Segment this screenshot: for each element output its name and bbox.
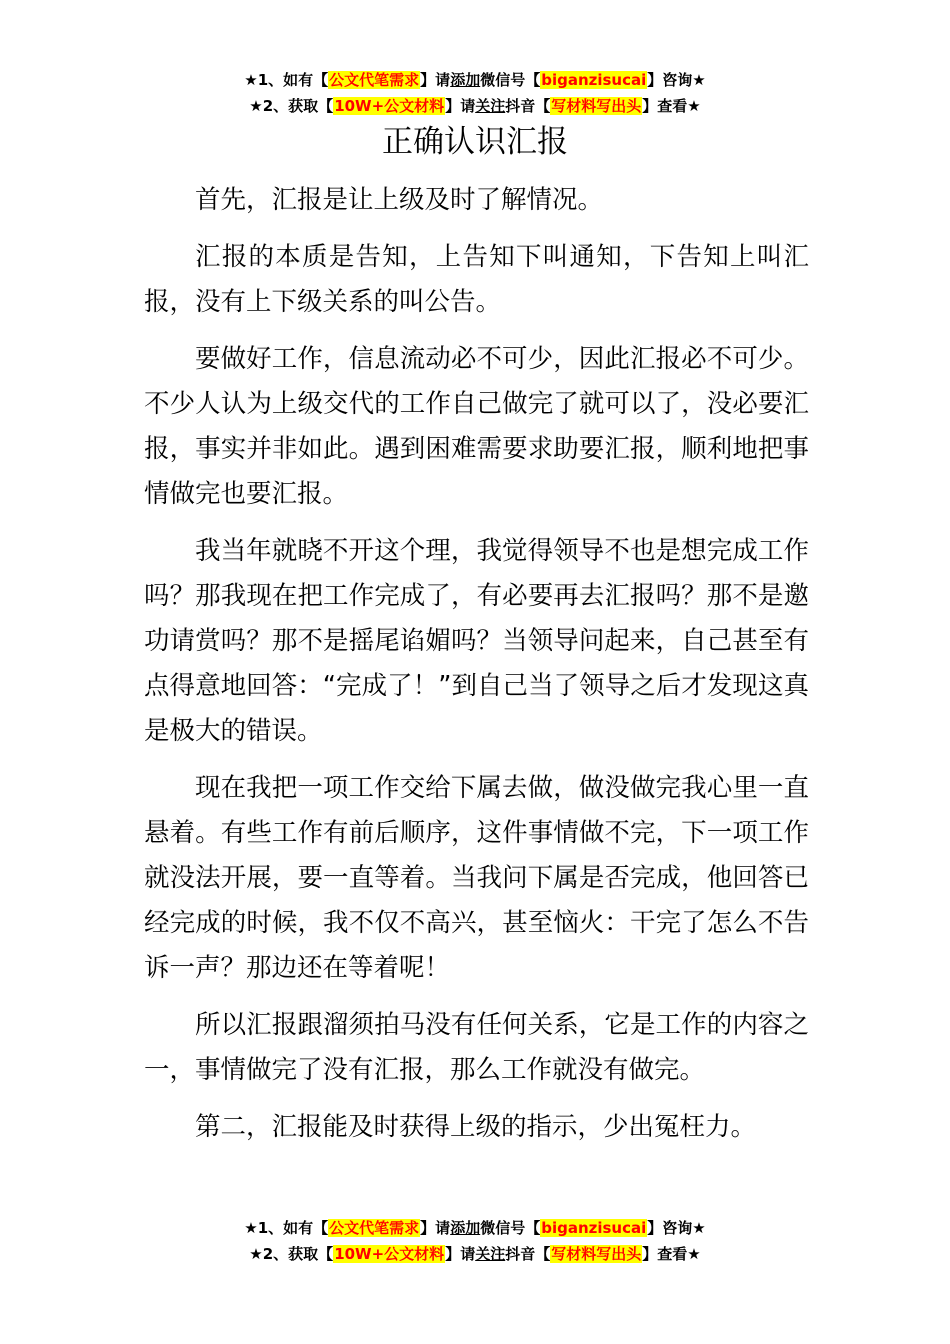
highlight-douyin-account: 写材料写出头 <box>551 1245 642 1263</box>
paragraph: 第二，汇报能及时获得上级的指示，少出冤枉力。 <box>195 1112 757 1142</box>
highlight-materials: 10W+公文材料 <box>334 1245 445 1263</box>
emphasis-follow: 关注 <box>475 1245 506 1263</box>
banner-line-1: ★1、如有【公文代笔需求】请添加微信号【biganzisucai】咨询★ <box>244 71 706 89</box>
paragraph: 首先，汇报是让上级及时了解情况。 <box>195 185 604 215</box>
header-banner <box>0 67 950 119</box>
document-title: 正确认识汇报 <box>382 124 568 160</box>
document-body <box>144 178 809 1162</box>
banner-line-1: ★1、如有【公文代笔需求】请添加微信号【biganzisucai】咨询★ <box>244 1219 706 1237</box>
footer-banner <box>0 1215 950 1267</box>
banner-line-2: ★2、获取【10W+公文材料】请关注抖音【写材料写出头】查看★ <box>249 1245 701 1263</box>
highlight-service: 公文代笔需求 <box>329 71 420 89</box>
highlight-wechat-id: biganzisucai <box>541 71 647 89</box>
banner-line-2: ★2、获取【10W+公文材料】请关注抖音【写材料写出头】查看★ <box>249 97 701 115</box>
paragraph: 所以汇报跟溜须拍马没有任何关系，它是工作的内容之一，事情做完了没有汇报，那么工作就没有做完。 <box>144 1010 809 1085</box>
highlight-wechat-id: biganzisucai <box>541 1219 647 1237</box>
highlight-materials: 10W+公文材料 <box>334 97 445 115</box>
paragraph: 要做好工作，信息流动必不可少，因此汇报必不可少。不少人认为上级交代的工作自己做完了就可以了，没必要汇报，事实并非如此。遇到困难需要求助要汇报，顺利地把事情做完也要汇报。 <box>144 344 809 509</box>
highlight-douyin-account: 写材料写出头 <box>551 97 642 115</box>
emphasis-add: 添加 <box>450 71 481 89</box>
paragraph: 我当年就晓不开这个理，我觉得领导不也是想完成工作吗？那我现在把工作完成了，有必要再去汇报吗？那不是邀功请赏吗？那不是摇尾谄媚吗？当领导问起来，自己甚至有点得意地回答：“完成了！”到自己当了领导之后才发现这真是极大的错误。 <box>144 536 809 746</box>
paragraph: 现在我把一项工作交给下属去做，做没做完我心里一直悬着。有些工作有前后顺序，这件事情做不完，下一项工作就没法开展，要一直等着。当我问下属是否完成，他回答已经完成的时候，我不仅不高兴，甚至恼火：干完了怎么不告诉一声？那边还在等着呢！ <box>144 773 809 983</box>
paragraph: 汇报的本质是告知，上告知下叫通知，下告知上叫汇报，没有上下级关系的叫公告。 <box>144 242 809 317</box>
emphasis-add: 添加 <box>450 1219 481 1237</box>
emphasis-follow: 关注 <box>475 97 506 115</box>
highlight-service: 公文代笔需求 <box>329 1219 420 1237</box>
